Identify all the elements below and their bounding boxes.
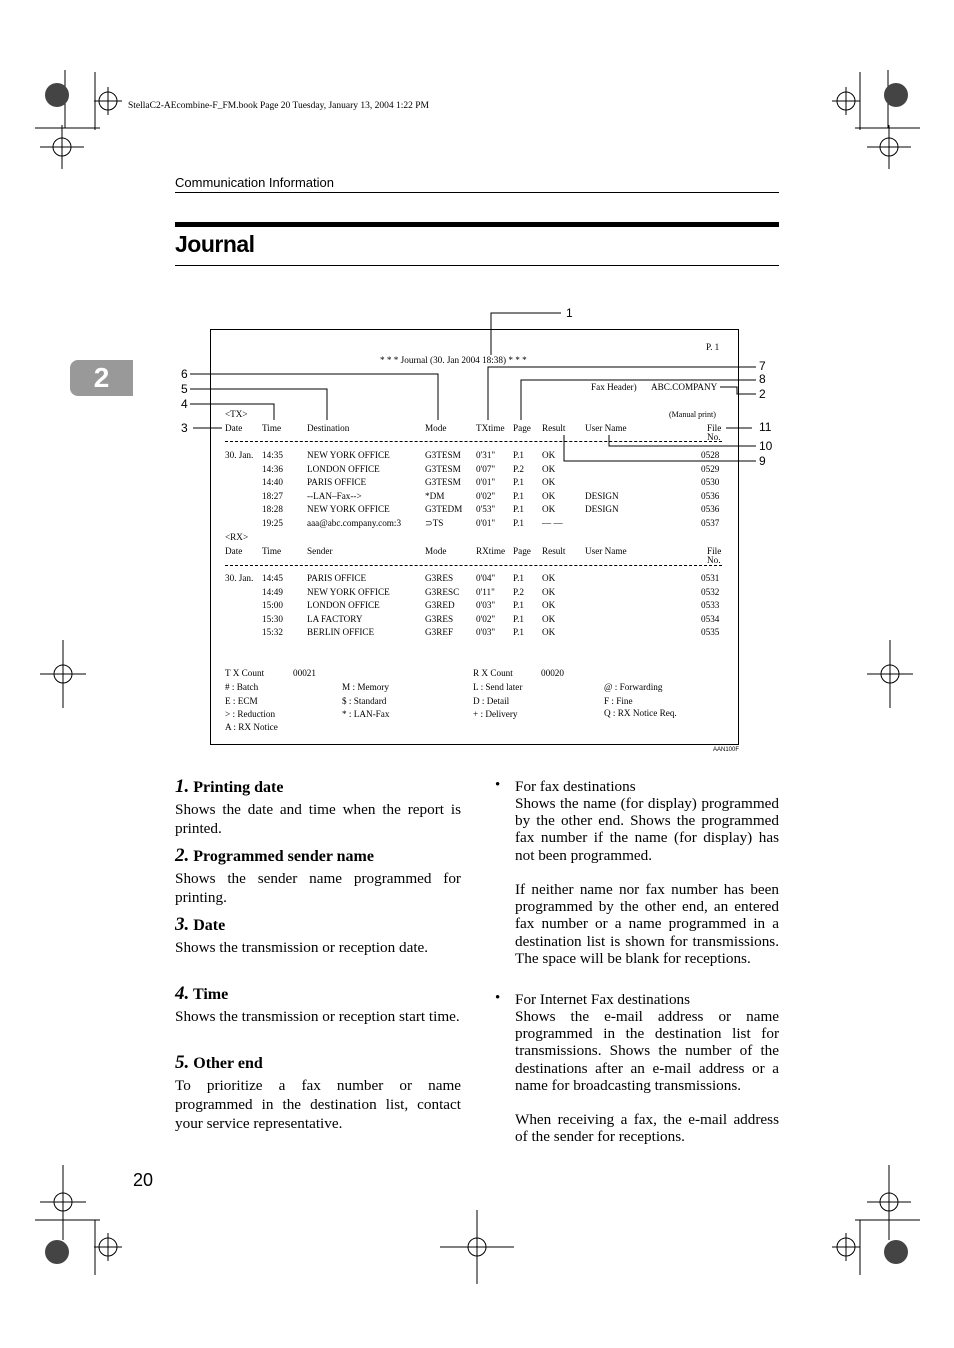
item-2-title: Programmed sender name <box>193 848 374 865</box>
bullet-2-title: For Internet Fax destinations <box>515 991 691 1008</box>
rx-row-cell: 0'11" <box>476 586 495 597</box>
item-5-title: Other end <box>193 1055 263 1072</box>
rx-header-result: Result <box>542 546 566 556</box>
rx-row-cell: 0531 <box>701 573 720 583</box>
rx-header-page: Page <box>513 546 531 556</box>
legend-rx-notice: A : RX Notice <box>225 722 278 732</box>
item-1-body: Shows the date and time when the report is printed. <box>175 801 461 837</box>
tx-header-user: User Name <box>585 423 627 433</box>
item-3-body: Shows the transmission or reception date. <box>175 939 429 956</box>
tx-header-time: Time <box>262 423 282 433</box>
legend-fine: F : Fine <box>604 696 633 706</box>
tx-header-result: Result <box>542 423 566 433</box>
rx-row-cell: PARIS OFFICE <box>307 573 367 583</box>
item-2-heading <box>175 845 374 867</box>
callout-9: 9 <box>759 454 766 468</box>
rx-count-value: 00020 <box>541 668 564 678</box>
item-5-heading <box>175 1052 263 1074</box>
rx-row-cell: G3RED <box>425 600 455 611</box>
rx-header-time: Time <box>262 546 282 556</box>
tx-row-cell: — — <box>542 518 563 528</box>
tx-row-cell: DESIGN <box>585 504 619 515</box>
item-4-number: 4. <box>175 983 190 1004</box>
chapter-tab: 2 <box>70 360 133 396</box>
legend-send-later: L : Send later <box>473 682 523 692</box>
tx-row-cell: 0536 <box>701 490 720 501</box>
fax-header-value: ABC.COMPANY <box>651 382 718 392</box>
tx-row-cell: 0537 <box>701 518 720 528</box>
figure-code: AAN100F <box>713 747 740 753</box>
legend-rx-notice-req: Q : RX Notice Req. <box>604 708 677 718</box>
rx-row-cell: NEW YORK OFFICE <box>307 586 390 597</box>
tx-row-cell: 30. Jan. <box>225 450 254 460</box>
bullet-2-marker: • <box>495 990 501 1006</box>
rx-row-cell: LONDON OFFICE <box>307 600 380 611</box>
item-3-number: 3. <box>175 914 190 935</box>
tx-row-cell: 0528 <box>701 450 720 460</box>
tx-row-cell: aaa@abc.company.com:3 <box>307 518 402 528</box>
rx-row-cell: OK <box>542 613 556 624</box>
rx-header-rxtime: RXtime <box>476 546 506 556</box>
item-2-number: 2. <box>175 845 190 866</box>
tx-row-cell: 0'53" <box>476 504 496 515</box>
tx-row-cell: LONDON OFFICE <box>307 463 380 474</box>
tx-row-cell: P.1 <box>513 490 524 501</box>
tx-header-page: Page <box>513 423 531 433</box>
rx-row-cell: 30. Jan. <box>225 573 254 583</box>
rx-row-cell: P.1 <box>513 573 524 583</box>
callout-10: 10 <box>759 439 773 453</box>
bullet-1-marker: • <box>495 777 501 793</box>
tx-row-cell: OK <box>542 477 556 488</box>
tx-row-cell: P.1 <box>513 477 524 488</box>
item-3-title: Date <box>193 917 226 934</box>
tx-row-cell: 0'01" <box>476 518 496 528</box>
tx-row-cell: 19:25 <box>262 518 283 528</box>
callout-1: 1 <box>566 306 573 320</box>
rx-row-cell: LA FACTORY <box>307 613 363 624</box>
tx-row-cell: P.1 <box>513 518 524 528</box>
tx-row-cell: OK <box>542 463 556 474</box>
page-number: 20 <box>133 1170 154 1190</box>
bullet-1-body: Shows the name (for display) programmed by the other end. Shows the programmed fax number if the name (for display) has not been programmed. <box>515 795 779 864</box>
rx-row-cell: 0532 <box>701 586 720 597</box>
callout-4: 4 <box>181 397 188 411</box>
legend-reduction: > : Reduction <box>225 709 276 719</box>
rx-header-sender: Sender <box>307 546 333 556</box>
item-1-title: Printing date <box>193 779 284 796</box>
tx-row-cell: 0'02" <box>476 490 496 501</box>
rx-row-cell: 15:32 <box>262 627 283 638</box>
tx-row-cell: NEW YORK OFFICE <box>307 504 390 515</box>
tx-count-label: T X Count <box>225 668 265 678</box>
item-4-title: Time <box>192 986 229 1003</box>
callout-11: 11 <box>759 420 772 434</box>
rx-row-cell: 0534 <box>701 613 720 624</box>
item-3-heading <box>175 914 225 936</box>
tx-row-cell: G3TEDM <box>425 504 463 515</box>
tx-header-destination: Destination <box>307 423 350 433</box>
legend-delivery: + : Delivery <box>473 709 518 719</box>
rx-row-cell: 0'03" <box>476 627 496 638</box>
legend-forwarding: @ : Forwarding <box>604 682 663 692</box>
rx-row-cell: P.1 <box>513 600 524 611</box>
rx-row-cell: OK <box>542 600 556 611</box>
tx-row-cell: PARIS OFFICE <box>307 477 367 488</box>
rx-row-cell: 14:45 <box>262 573 283 583</box>
bullet-1-title: For fax destinations <box>515 778 636 795</box>
tx-row-cell: G3TESM <box>425 477 461 488</box>
rx-row-cell: 14:49 <box>262 586 283 597</box>
tx-row-cell: 18:27 <box>262 490 283 501</box>
callout-3: 3 <box>181 421 188 435</box>
manual-print: (Manual print) <box>669 410 716 419</box>
rx-header-mode: Mode <box>425 546 447 556</box>
tx-row-cell: P.1 <box>513 450 524 460</box>
legend-batch: # : Batch <box>225 682 259 692</box>
item-1-heading <box>175 776 283 798</box>
callout-8: 8 <box>759 372 766 386</box>
tx-header-date: Date <box>225 423 243 433</box>
rx-row-cell: OK <box>542 573 556 583</box>
tx-row-cell: 0'31" <box>476 450 496 460</box>
rx-row-cell: BERLIN OFFICE <box>307 627 375 638</box>
callout-6: 6 <box>181 367 188 381</box>
tx-row-cell: 14:40 <box>262 477 283 488</box>
tx-row-cell: 0536 <box>701 504 720 515</box>
tx-row-cell: 14:36 <box>262 463 283 474</box>
tx-row-cell: NEW YORK OFFICE <box>307 450 390 460</box>
tx-row-cell: G3TESM <box>425 450 461 460</box>
tx-header-file: File <box>707 423 722 433</box>
legend-ecm: E : ECM <box>225 696 258 706</box>
tx-row-cell: 18:28 <box>262 504 283 515</box>
tx-row-cell: OK <box>542 504 556 515</box>
rx-header-no: No. <box>707 555 721 565</box>
tx-header-txtime: TXtime <box>476 423 505 433</box>
rx-row-cell: 0'03" <box>476 600 496 611</box>
tx-row-cell: *DM <box>425 490 445 501</box>
tx-header-no: No. <box>707 432 721 442</box>
rx-row-cell: P.1 <box>513 613 524 624</box>
legend-memory: M : Memory <box>342 682 389 692</box>
tx-header-mode: Mode <box>425 423 447 433</box>
tx-row-cell: 0'07" <box>476 463 496 474</box>
journal-title: * * * Journal (30. Jan 2004 18:38) * * * <box>380 355 527 365</box>
tx-row-cell: P.2 <box>513 463 524 474</box>
callout-5: 5 <box>181 382 188 396</box>
bullet-1-body-2: If neither name nor fax number has been programmed by the other end, an entered fax number or a name programmed in a destination list is shown for transmissions. The space will be blank for receptions. <box>515 881 779 967</box>
rx-header-user: User Name <box>585 546 627 556</box>
rx-row-cell: 0533 <box>701 600 720 611</box>
bullet-2-body: Shows the e-mail address or name programmed in the destination list for transmissions. Shows the number of the destinations after an e-mail address or a name for broadcasting transmissions. <box>515 1008 779 1094</box>
rx-row-cell: 0'04" <box>476 573 496 583</box>
rx-row-cell: 15:30 <box>262 613 283 624</box>
rx-label: <RX> <box>225 532 249 542</box>
rx-count-label: R X Count <box>473 668 513 678</box>
tx-count-value: 00021 <box>293 668 316 678</box>
tx-row-cell: 14:35 <box>262 450 283 460</box>
legend-standard: $ : Standard <box>342 696 387 706</box>
rx-row-cell: 0535 <box>701 627 720 638</box>
rx-header-date: Date <box>225 546 243 556</box>
rx-row-cell: G3RES <box>425 573 454 583</box>
rx-row-cell: P.1 <box>513 627 524 638</box>
tx-row-cell: 0'01" <box>476 477 496 488</box>
legend-lan-fax: * : LAN-Fax <box>342 709 390 719</box>
tx-row-cell: G3TESM <box>425 463 461 474</box>
fax-header-label: Fax Header) <box>591 382 637 392</box>
journal-page: P. 1 <box>706 342 720 352</box>
rx-row-cell: OK <box>542 586 556 597</box>
running-head: Communication Information <box>175 175 334 190</box>
tx-row-cell: --LAN–Fax--> <box>307 490 362 501</box>
rx-header-file: File <box>707 546 722 556</box>
item-2-body: Shows the sender name programmed for printing. <box>175 870 461 906</box>
tx-row-cell: OK <box>542 450 556 460</box>
rx-row-cell: G3RESC <box>425 586 460 597</box>
tx-row-cell: DESIGN <box>585 490 619 501</box>
item-4-heading <box>175 983 228 1005</box>
bullet-2-body-2: When receiving a fax, the e-mail address of the sender for receptions. <box>515 1111 779 1146</box>
rx-row-cell: 15:00 <box>262 600 283 611</box>
tx-row-cell: P.1 <box>513 504 524 515</box>
tx-row-cell: ⊃TS <box>425 518 444 528</box>
rx-row-cell: OK <box>542 627 556 638</box>
tx-row-cell: 0530 <box>701 477 720 488</box>
rx-row-cell: G3RES <box>425 613 454 624</box>
item-4-body: Shows the transmission or reception start time. <box>175 1008 460 1025</box>
item-1-number: 1. <box>175 776 190 797</box>
book-info-line: StellaC2-AEcombine-F_FM.book Page 20 Tuesday, January 13, 2004 1:22 PM <box>128 101 430 111</box>
rx-row-cell: G3REF <box>425 627 454 638</box>
callout-7: 7 <box>759 359 766 373</box>
tx-label: <TX> <box>225 409 248 419</box>
section-title: Journal <box>175 231 255 257</box>
item-5-number: 5. <box>175 1052 190 1073</box>
rx-row-cell: 0'02" <box>476 613 496 624</box>
legend-detail: D : Detail <box>473 696 510 706</box>
item-5-body: To prioritize a fax number or name programmed in the destination list, contact your service representative. <box>175 1077 461 1132</box>
tx-row-cell: 0529 <box>701 463 720 474</box>
callout-2: 2 <box>759 387 766 401</box>
rx-row-cell: P.2 <box>513 586 524 597</box>
tx-row-cell: OK <box>542 490 556 501</box>
